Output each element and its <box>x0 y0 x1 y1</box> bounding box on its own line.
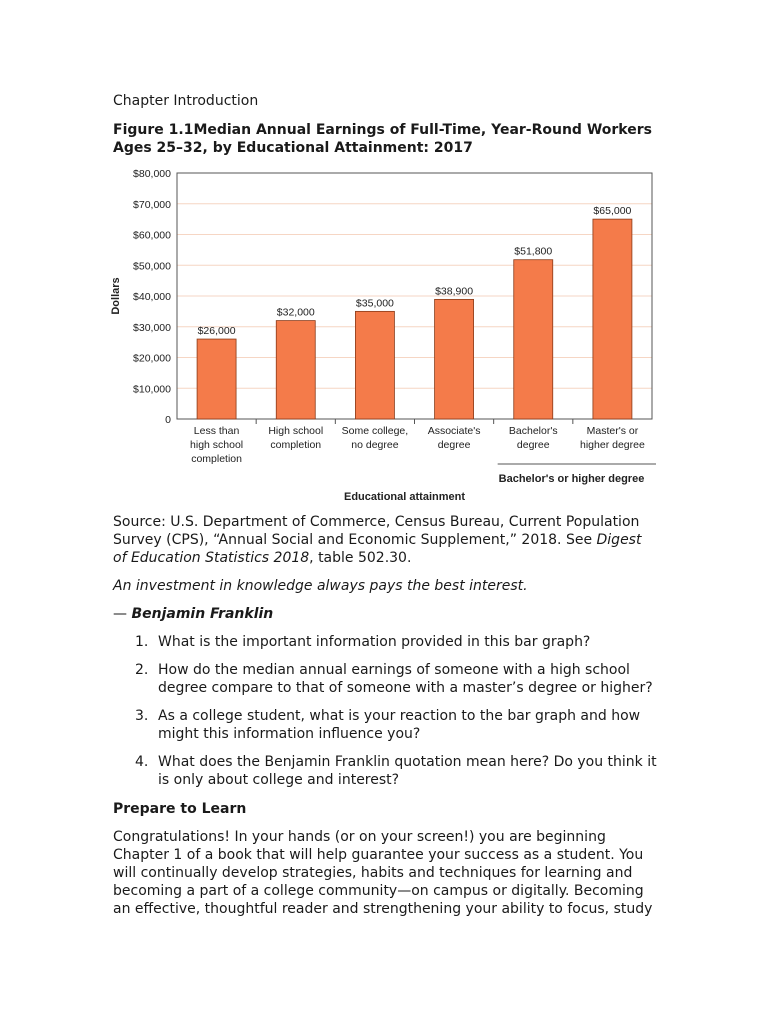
data-label: $26,000 <box>197 325 236 338</box>
y-tick-label: $10,000 <box>133 383 171 396</box>
source-suffix: , table 502.30. <box>309 550 412 566</box>
question-text: What is the important information provided in this bar graph? <box>158 634 591 650</box>
data-label: $51,800 <box>514 245 553 258</box>
question-text: What does the Benjamin Franklin quotation mean here? Do you think it is only about college and interest? <box>158 754 657 788</box>
question-text: As a college student, what is your reaction to the bar graph and how might this information influence you? <box>158 708 641 742</box>
x-tick-label: completion <box>191 453 242 465</box>
list-item <box>113 707 658 743</box>
bar <box>593 219 632 419</box>
list-item <box>113 661 658 697</box>
x-tick-label: degree <box>516 439 550 451</box>
y-axis-label: Dollars <box>110 277 122 315</box>
bar <box>197 339 236 419</box>
x-tick-label: high school <box>190 439 244 451</box>
figure-title-text: Median Annual Earnings of Full-Time, Year-Round Workers Ages 25–32, by Educational Attainment: 2017 <box>113 122 652 156</box>
y-tick-label: $40,000 <box>133 291 171 303</box>
bar <box>514 260 553 419</box>
source-italic: Digest of Education Statistics 2018 <box>113 532 642 566</box>
bar <box>435 299 474 419</box>
chapter-label: Chapter Introduction <box>113 93 259 109</box>
question-number: 4. <box>135 754 149 770</box>
figure-title <box>113 121 658 157</box>
question-number: 2. <box>135 662 149 678</box>
data-label: $32,000 <box>276 306 315 319</box>
prepare-heading: Prepare to Learn <box>113 801 247 817</box>
quote-attribution <box>113 605 273 623</box>
x-tick-label: higher degree <box>580 439 645 451</box>
y-tick-label: $20,000 <box>133 352 171 365</box>
y-tick-label: 0 <box>165 414 171 426</box>
bar <box>276 321 315 419</box>
y-tick-label: $50,000 <box>133 260 171 273</box>
question-list <box>113 633 658 799</box>
x-tick-label: degree <box>437 439 471 451</box>
source-prefix: Source: U.S. Department of Commerce, Census Bureau, Current Population Survey (CPS), “Annual Social and Economic Supplement,” 2018. See <box>113 514 640 548</box>
x-tick-label: High school <box>268 425 324 437</box>
y-tick-label: $70,000 <box>133 198 171 211</box>
franklin-quote: An investment in knowledge always pays the best interest. <box>113 578 528 594</box>
y-tick-label: $80,000 <box>133 168 171 180</box>
list-item <box>113 633 658 651</box>
data-label: $35,000 <box>355 297 394 310</box>
list-item <box>113 753 658 789</box>
y-tick-label: $60,000 <box>133 229 171 242</box>
x-tick-label: completion <box>270 439 322 451</box>
question-text: How do the median annual earnings of someone with a high school degree compare to that of someone with a master’s degree or higher? <box>158 662 653 696</box>
source-note <box>113 513 658 567</box>
data-label: $38,900 <box>435 285 474 298</box>
group-bracket-label: Bachelor's or higher degree <box>498 473 645 485</box>
bar <box>355 311 394 419</box>
prepare-paragraph: Congratulations! In your hands (or on your screen!) you are beginning Chapter 1 of a book that will help guarantee your success as a student. You will continually develop strategies, habits and techniques for learning and becoming a part of a college community—on campus or digitally. Becoming an effective, thoughtful reader and strengthening your ability to focus, study <box>113 829 653 917</box>
x-tick-label: no degree <box>351 439 399 451</box>
question-number: 3. <box>135 708 149 724</box>
figure-number: Figure 1.1 <box>113 122 194 138</box>
earnings-bar-chart <box>107 162 667 507</box>
x-tick-label: Less than <box>193 425 240 437</box>
attribution-name: Benjamin Franklin <box>131 606 274 622</box>
question-number: 1. <box>135 634 149 650</box>
x-tick-label: Associate's <box>427 425 481 437</box>
attribution-dash: — <box>113 606 132 622</box>
y-tick-label: $30,000 <box>133 321 171 334</box>
x-tick-label: Bachelor's <box>508 425 558 437</box>
x-axis-label: Educational attainment <box>343 491 466 503</box>
x-tick-label: Master's or <box>586 425 639 437</box>
data-label: $65,000 <box>593 205 632 218</box>
x-tick-label: Some college, <box>341 425 409 437</box>
